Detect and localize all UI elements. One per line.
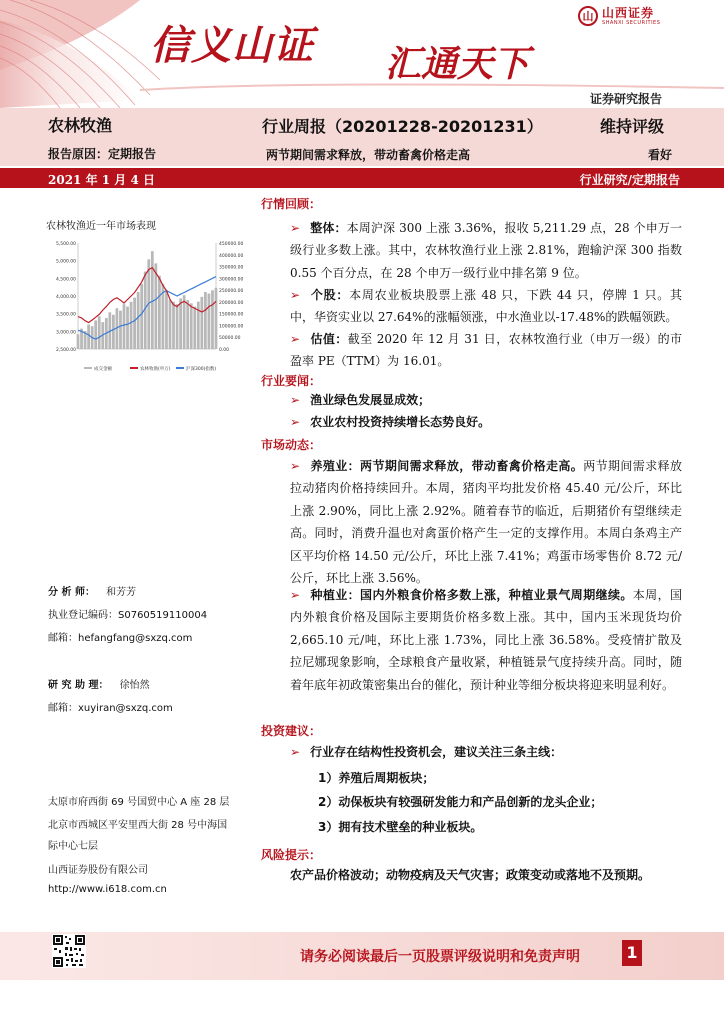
section-investment-heading: 投资建议： [261,724,322,738]
volume-bar [172,302,175,349]
right-axis-tick-label: 100000.00 [219,324,244,330]
volume-bar [208,294,211,349]
volume-bar [176,304,179,349]
volume-bar [151,251,154,349]
section-risk-heading: 风险提示： [261,848,322,862]
page-number: 1 [622,940,642,966]
license-number: 执业登记编码：S0760519110004 [48,610,208,621]
left-axis-tick-label: 5,500.00 [55,242,76,247]
legend-label: 成交金额 [94,367,112,372]
volume-bar [200,297,203,349]
bullet-arrow-icon: ➢ [290,459,301,473]
right-axis-tick-label: 250000.00 [219,289,244,295]
company-logo [578,6,660,26]
left-axis-tick-label: 3,500.00 [55,312,76,318]
bullet-arrow-icon: ➢ [290,393,301,407]
bullet-arrow-icon: ➢ [290,288,301,302]
volume-bar [197,302,200,349]
right-axis-tick-label: 300000.00 [219,277,244,283]
legend-swatch [130,367,138,369]
investment-main: ➢ 行业存在结构性投资机会，建议关注三条主线： [290,745,563,759]
volume-bar [137,292,140,349]
section-market-review-heading: 行情回顾： [261,197,322,211]
analyst-label: 分 析 师： [48,587,95,598]
volume-bar [190,303,193,349]
industry-news-item: ➢ 农业农村投资持续增长态势良好。 [290,415,491,429]
chart-title: 农林牧渔近一年市场表现 [46,221,156,232]
page-footer [0,932,724,1024]
rating-label: 维持评级 [600,117,665,136]
disclaimer-notice: 请务必阅读最后一页股票评级说明和免责声明 [300,949,580,965]
volume-bar [183,295,186,349]
market-performance-chart [44,217,250,377]
bullet-arrow-icon: ➢ [290,332,301,346]
left-axis-tick-label: 2,500.00 [55,348,76,353]
address-beijing-2: 际中心七层 [48,841,98,852]
volume-bar [169,300,172,349]
assistant-line [48,676,150,691]
right-axis-tick-label: 50000.00 [219,336,241,342]
analyst-email: 邮箱：hefangfang@sxzq.com [48,633,193,644]
slogan-secondary: 汇通天下 [385,44,530,85]
market-review-valuation: ➢ 估值：截至 2020 年 12 月 31 日，农林牧渔行业（申万一级）的市盈率 PE（TTM）为 16.01。 [290,332,682,369]
bullet-arrow-icon: ➢ [290,745,301,759]
qr-code-icon[interactable] [52,934,86,968]
volume-bar [193,307,196,349]
slogan-primary: 信义山证 [150,23,314,69]
market-dynamics-livestock: ➢ 养殖业：两节期间需求释放，带动畜禽价格走高。两节期间需求释放拉动猪肉价格持续回升。本周，猪肉平均批发价格 45.40 元/公斤，环比上涨 2.90%，同比上涨 2.92%。随着春节的临近，后期猪价有望继续走高。同时，消费升温也对禽蛋价格产生一定的支撑作用。本周白条鸡主产区平均价格 14.50 元/公斤，环比上涨 7.41%；鸡蛋市场零售价 8.72 元/公斤，环比上涨 3.56%。 [290,459,682,586]
bullet-arrow-icon: ➢ [290,588,301,602]
assistant-email: 邮箱：xuyiran@sxzq.com [48,703,173,714]
left-axis-tick-label: 4,000.00 [55,295,76,300]
analyst-name: 和芳芳 [106,587,137,598]
logo-name-en: SHANXI SECURITIES [602,19,661,26]
volume-bar [158,276,161,349]
bullet-arrow-icon: ➢ [290,221,301,235]
rating-value: 看好 [648,148,673,162]
legend-label: 沪深300(指数) [186,367,217,372]
logo-emblem-icon: 山 [578,6,598,26]
right-axis-tick-label: 350000.00 [219,265,244,271]
assistant-label: 研 究 助 理： [48,680,109,691]
right-axis-tick-label: 0.00 [219,348,230,353]
industry-news-item: ➢ 渔业绿色发展显成效； [290,393,431,407]
volume-bar [112,315,115,349]
volume-bar [119,311,122,349]
chart-canvas [44,231,250,377]
report-category: 行业研究/定期报告 [579,173,680,187]
company-website[interactable]: http://www.i618.com.cn [48,884,167,895]
right-axis-tick-label: 400000.00 [219,253,244,259]
investment-line-3: 3）拥有技术壁垒的种业板块。 [318,820,483,834]
analyst-line [48,583,136,598]
volume-bar [204,292,207,349]
volume-bar [186,300,189,349]
section-industry-news-heading: 行业要闻： [261,374,322,388]
volume-bar [211,290,214,349]
report-type-label: 证券研究报告 [590,92,663,106]
volume-bar [215,288,218,349]
legend-label: 农林牧渔(申万) [140,367,171,372]
right-axis-tick-label: 150000.00 [219,312,244,318]
investment-line-2: 2）动保板块有较强研发能力和产品创新的龙头企业； [318,795,603,809]
volume-bar [179,298,182,349]
risk-text: 农产品价格波动；动物疫病及天气灾害；政策变动或落地不及预期。 [290,868,651,882]
volume-bar [126,307,129,349]
volume-bar [77,334,80,349]
date-bar [0,168,724,188]
assistant-name: 徐怡然 [119,680,150,691]
report-date: 2021 年 1 月 4 日 [48,173,155,187]
legend-swatch [84,367,92,369]
section-market-dynamics-heading: 市场动态： [261,438,322,452]
report-subtitle: 两节期间需求释放，带动畜禽价格走高 [266,148,471,162]
right-axis-tick-label: 450000.00 [219,242,244,247]
volume-bar [140,284,143,349]
report-reason: 报告原因：定期报告 [48,147,157,161]
volume-bar [154,263,157,349]
logo-name-cn: 山西证券 [602,5,655,20]
address-beijing-1: 北京市西城区平安里西大街 28 号中海国 [48,820,228,831]
volume-bar [133,298,136,349]
volume-bar [94,320,97,349]
left-axis-tick-label: 4,500.00 [55,277,76,283]
address-taiyuan: 太原市府西街 69 号国贸中心 A 座 28 层 [48,797,230,808]
report-title: 行业周报（20201228-20201231） [262,117,543,136]
company-name: 山西证券股份有限公司 [48,865,148,876]
right-axis-tick-label: 200000.00 [219,300,244,306]
market-review-stocks: ➢ 个股：本周农业板块股票上涨 48 只，下跌 44 只，停牌 1 只。其中，华资实业以 27.64%的涨幅领涨，中水渔业以-17.48%的跌幅领跌。 [290,288,682,325]
volume-bar [165,290,168,349]
sector-name: 农林牧渔 [48,116,113,135]
volume-bar [87,325,90,349]
market-review-overall: ➢ 整体：本周沪深 300 上涨 3.36%，报收 5,211.29 点，28 个申万一级行业多数上涨。其中，农林牧渔行业上涨 2.81%，跑输沪深 300 指数 0.55 个百分点，在 28 个申万一级行业中排名第 9 位。 [290,221,682,280]
legend-swatch [176,367,184,369]
left-axis-tick-label: 5,000.00 [55,259,76,265]
bullet-arrow-icon: ➢ [290,415,301,429]
title-block [0,108,724,166]
investment-line-1: 1）养殖后周期板块； [318,771,435,785]
volume-bar [130,302,133,349]
left-axis-tick-label: 3,000.00 [55,330,76,336]
volume-bar [123,304,126,349]
volume-bar [98,316,101,349]
page-header [0,0,724,108]
market-dynamics-planting: ➢ 种植业：国内外粮食价格多数上涨，种植业景气周期继续。本周，国内外粮食价格及国际主要期货价格多数上涨。其中，国内玉米现货均价 2,665.10 元/吨，环比上涨 1.73%，同比上涨 36.58%。受疫情扩散及拉尼娜现象影响，全球粮食产量收紧，种植链景气度持续升高。同时，随着年底年初政策密集出台的催化，预计种业等细分板块将迎来明显利好。 [290,588,682,692]
